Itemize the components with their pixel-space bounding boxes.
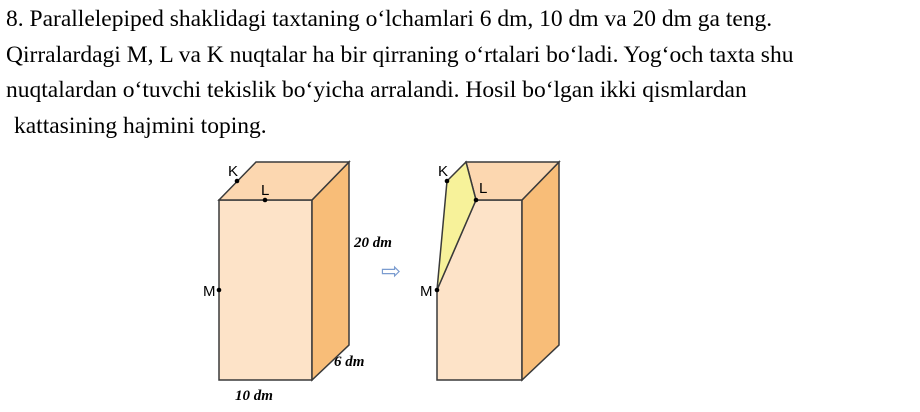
left-box-front-face xyxy=(219,200,312,380)
point-k-label: K xyxy=(228,163,239,180)
point-m-marker xyxy=(217,288,222,293)
right-point-m-label: M xyxy=(420,283,433,300)
point-m-label: M xyxy=(203,283,216,300)
right-box xyxy=(420,162,559,380)
problem-line-3: nuqtalardan o‘tuvchi tekislik bo‘yicha arralandi. Hosil bo‘lgan ikki qismlardan xyxy=(6,77,747,103)
point-l-label: L xyxy=(261,182,270,199)
dim-width-label: 10 dm xyxy=(235,388,273,404)
right-point-l-marker xyxy=(474,198,479,203)
dim-depth-label: 6 dm xyxy=(334,354,365,370)
transition-arrow-icon: ⇨ xyxy=(381,257,402,285)
problem-line-1: 8. Parallelepiped shaklidagi taxtaning o‘lchamlari 6 dm, 10 dm va 20 dm ga teng. xyxy=(6,6,773,32)
left-box xyxy=(203,162,392,404)
right-point-k-label: K xyxy=(438,163,449,180)
right-point-l-label: L xyxy=(479,180,488,197)
dim-height-label: 20 dm xyxy=(354,235,392,251)
problem-line-2: Qirralardagi M, L va K nuqtalar ha bir qirraning o‘rtalari bo‘ladi. Yog‘och taxta shu xyxy=(6,41,794,68)
right-point-m-marker xyxy=(435,288,440,293)
problem-line-4: kattasining hajmini toping. xyxy=(14,112,267,139)
